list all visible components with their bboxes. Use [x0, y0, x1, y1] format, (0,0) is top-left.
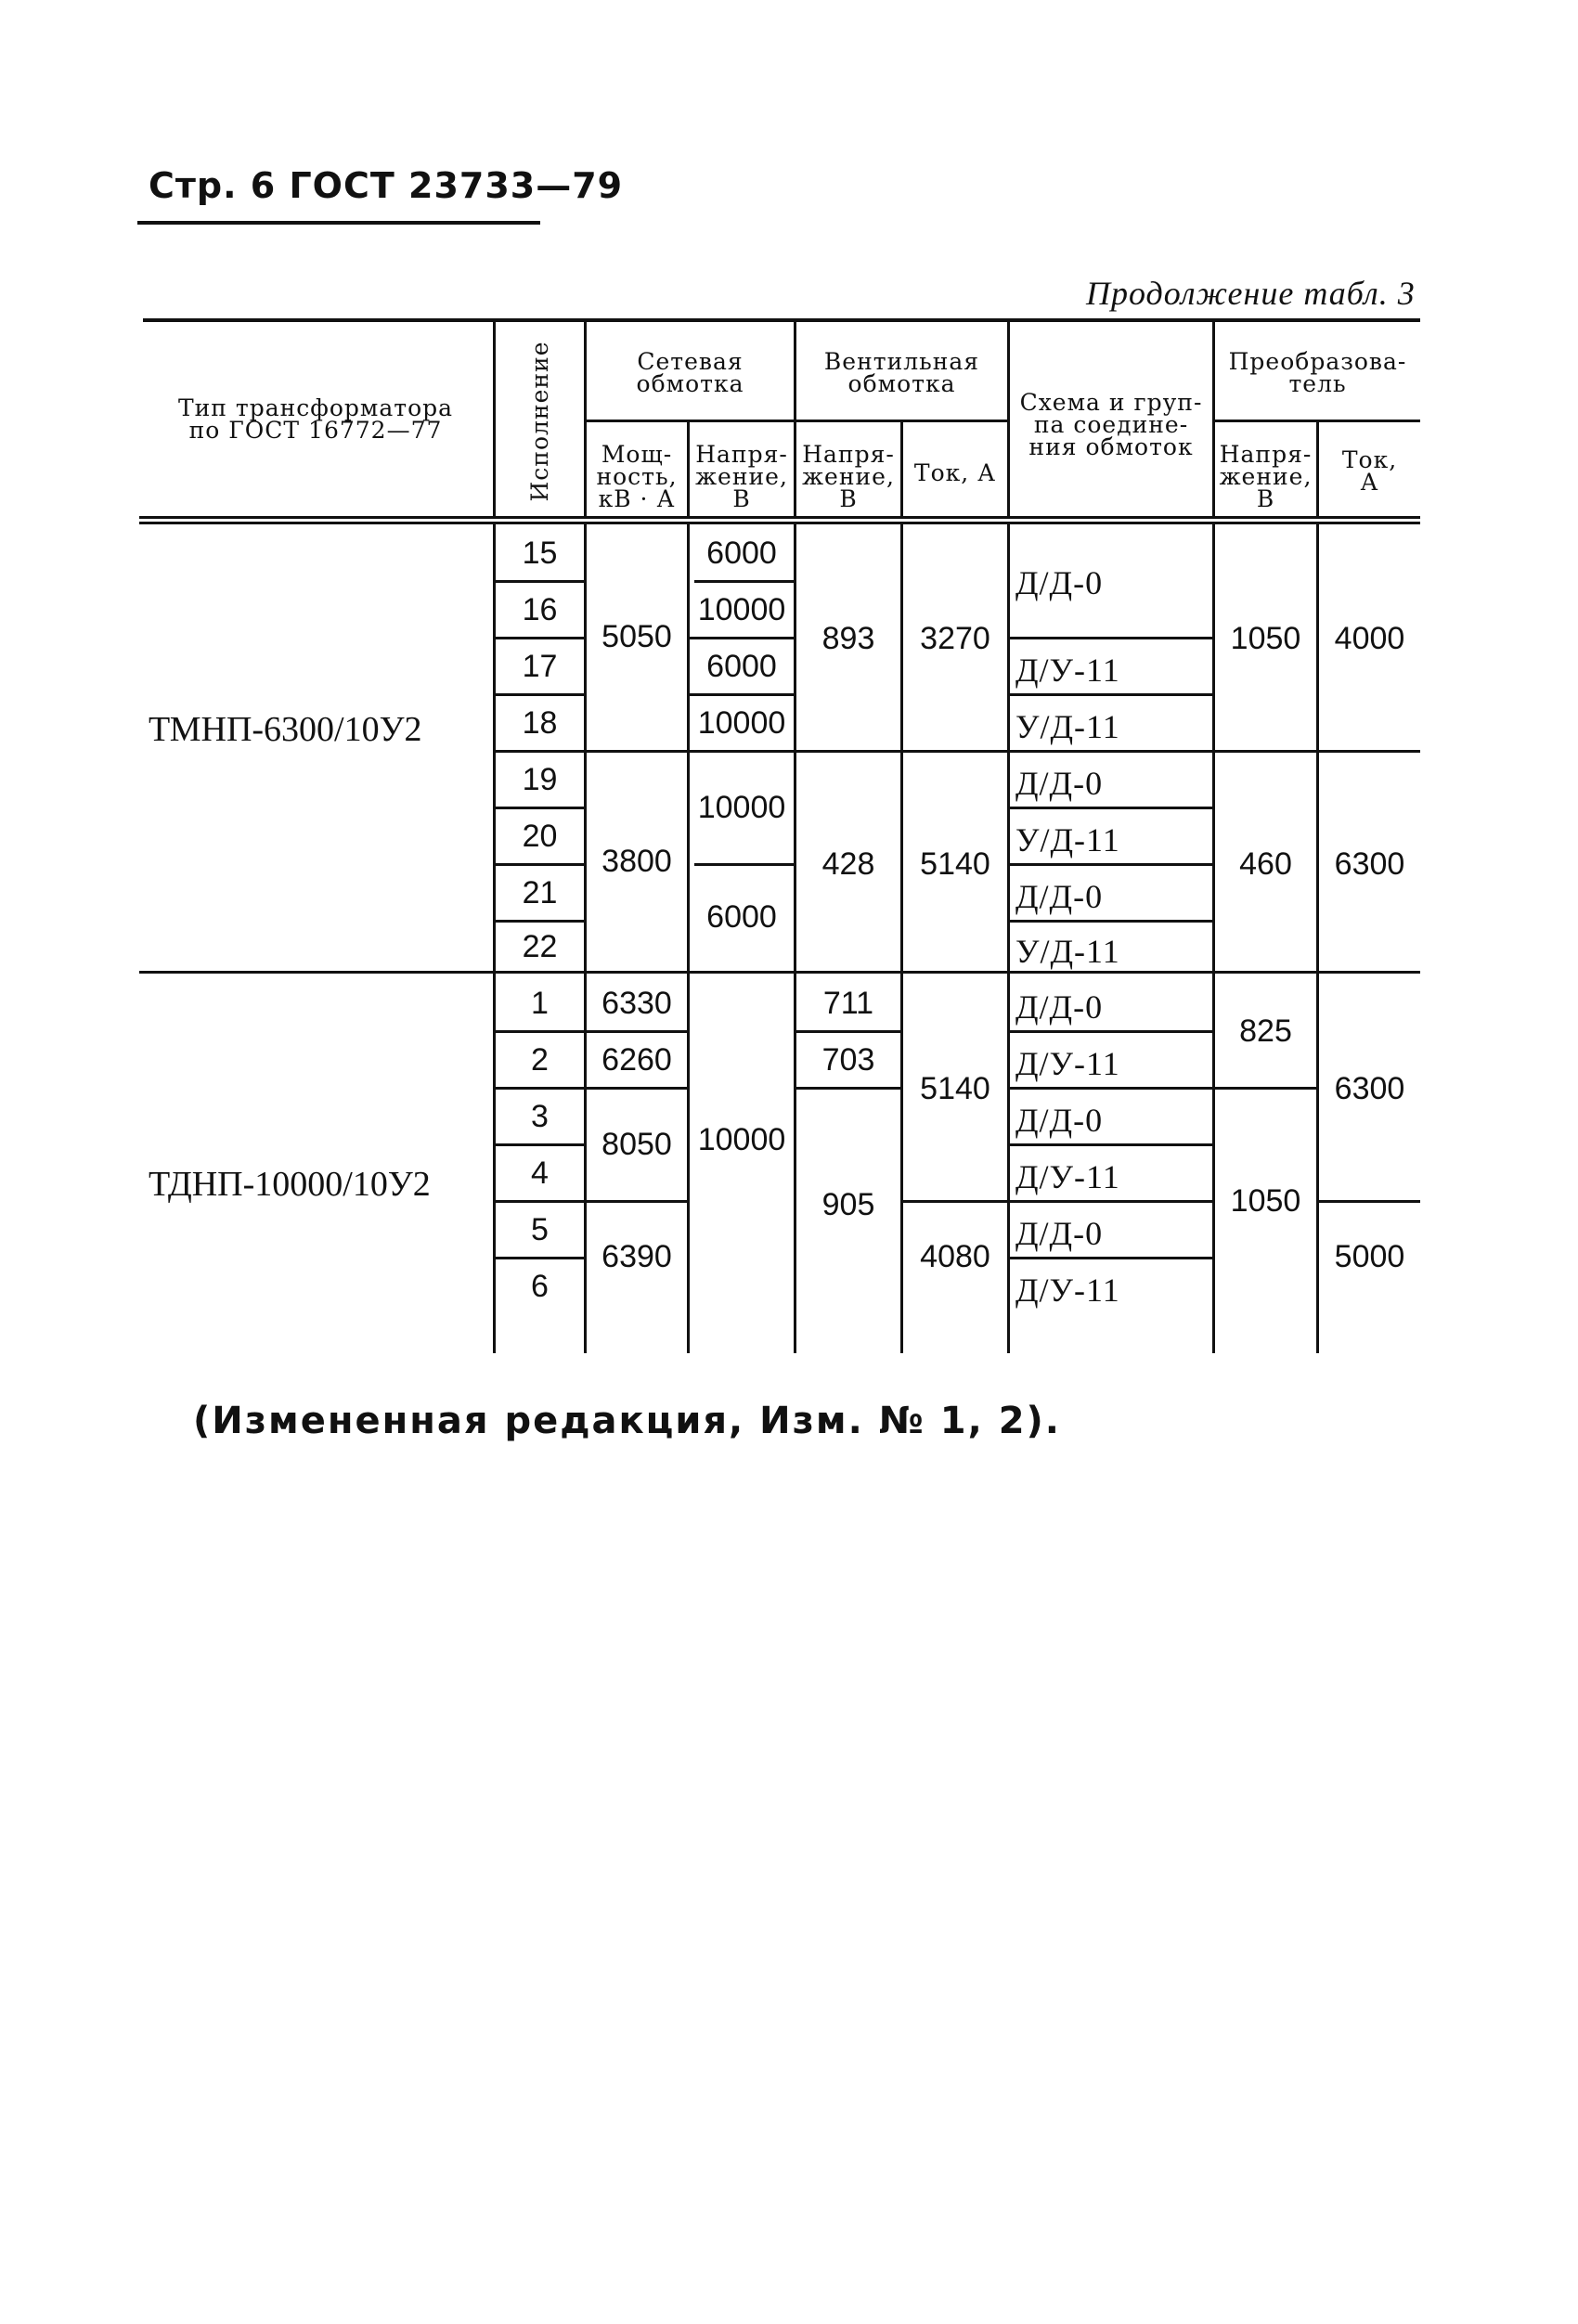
power-cell: 5050 [601, 619, 672, 654]
vline-head [493, 322, 496, 519]
col-header-line: обмотка [847, 370, 956, 397]
valve-voltage-cell: 905 [821, 1187, 875, 1222]
hline-power [587, 1200, 687, 1203]
hline-scheme [1010, 1087, 1212, 1090]
conv-current-cell: 4000 [1334, 621, 1405, 656]
col-header-line: жение, [1219, 463, 1313, 490]
hline-valvei [903, 1200, 1007, 1203]
hline-valvev [796, 1030, 900, 1033]
hline-convv [1215, 750, 1316, 753]
col-header-line: па соедине- [1033, 411, 1189, 438]
hline-power [587, 1087, 687, 1090]
col-header-valve-voltage [796, 441, 900, 512]
conv-voltage-cell: 825 [1239, 1014, 1292, 1049]
hline-variant [496, 1257, 584, 1259]
valve-current-cell: 5140 [920, 846, 990, 882]
scheme-cell: У/Д-11 [1015, 821, 1120, 859]
hline-variant [496, 863, 584, 866]
col-header-converter-group [1215, 348, 1420, 397]
scheme-cell: Д/У-11 [1015, 1272, 1120, 1309]
col-header-line: В [732, 485, 751, 512]
col-header-net-voltage [690, 441, 794, 512]
scheme-cell: Д/Д-0 [1015, 988, 1104, 1026]
amendment-note: (Измененная редакция, Изм. № 1, 2). [193, 1400, 1061, 1442]
net-voltage-cell: 10000 [697, 592, 786, 627]
hline-variant [496, 1200, 584, 1203]
col-header-line: А [1360, 469, 1379, 496]
header-bottom-rule-2 [139, 522, 1420, 524]
hline-variant [496, 807, 584, 809]
variant-cell: 6 [531, 1269, 549, 1304]
col-header-variant-text: Исполнение [526, 341, 553, 502]
valve-voltage-cell: 703 [821, 1042, 875, 1078]
hline-scheme [1010, 863, 1212, 866]
col-header-line: Схема и груп- [1019, 389, 1203, 416]
scheme-cell: Д/У-11 [1015, 1158, 1120, 1195]
col-header-line: ность, [596, 463, 678, 490]
header-bottom-rule [139, 516, 1420, 519]
hline-netv [694, 863, 794, 866]
net-voltage-cell: 6000 [706, 649, 777, 684]
scheme-cell: У/Д-11 [1015, 708, 1120, 745]
net-voltage-cell: 6000 [706, 899, 777, 935]
col-header-type-line: Тип трансформатора [177, 394, 454, 421]
hline-variant [496, 1030, 584, 1033]
col-header-line: Напря- [695, 441, 788, 468]
vline-body [1007, 524, 1010, 1353]
hline-scheme [1010, 1030, 1212, 1033]
hline-valvei [903, 750, 1007, 753]
col-header-line: Напря- [802, 441, 895, 468]
power-cell: 6330 [601, 986, 672, 1021]
hline-valvev [796, 971, 900, 974]
col-header-network-group [587, 348, 794, 397]
col-header-variant [499, 332, 581, 510]
variant-cell: 19 [522, 762, 558, 797]
col-header-line: тель [1288, 370, 1347, 397]
col-header-conv-current [1319, 446, 1420, 496]
conv-current-cell: 6300 [1334, 1071, 1405, 1106]
hline-netv [690, 637, 794, 639]
hline-variant [496, 920, 584, 923]
hline-scheme [1010, 1143, 1212, 1146]
scheme-cell: У/Д-11 [1015, 933, 1120, 970]
scheme-cell: Д/Д-0 [1015, 564, 1104, 601]
hline-scheme [1010, 1200, 1212, 1203]
conv-voltage-cell: 1050 [1230, 1183, 1301, 1219]
net-voltage-cell: 10000 [697, 1122, 786, 1157]
valve-voltage-cell: 893 [821, 621, 875, 656]
group-separator [139, 971, 494, 974]
hline-scheme [1010, 807, 1212, 809]
variant-cell: 20 [522, 819, 558, 854]
hline-variant [496, 637, 584, 639]
variant-cell: 21 [522, 875, 558, 910]
hline-convv [1215, 971, 1316, 974]
col-header-type [149, 394, 483, 444]
hline-scheme [1010, 1257, 1212, 1259]
hline-variant [496, 1087, 584, 1090]
variant-cell: 18 [522, 705, 558, 741]
variant-cell: 16 [522, 592, 558, 627]
scheme-cell: Д/Д-0 [1015, 1102, 1104, 1139]
col-header-line: Ток, [1341, 446, 1398, 473]
hline-variant [496, 1143, 584, 1146]
col-header-line: Мощ- [601, 441, 673, 468]
table-continuation-caption: Продолжение табл. 3 [1086, 275, 1416, 312]
variant-cell: 22 [522, 929, 558, 964]
conv-voltage-cell: 1050 [1230, 621, 1301, 656]
valve-voltage-cell: 428 [821, 846, 875, 882]
col-header-power [587, 441, 687, 512]
hline-valvev [796, 1087, 900, 1090]
hline-netv [694, 580, 794, 583]
hline-scheme [1010, 920, 1212, 923]
hline-convi [1319, 750, 1420, 753]
header-rule [137, 221, 540, 225]
net-voltage-cell: 6000 [706, 536, 777, 571]
power-cell: 3800 [601, 844, 672, 879]
variant-cell: 5 [531, 1212, 549, 1247]
hline-head [796, 420, 1007, 422]
net-voltage-cell: 10000 [697, 705, 786, 741]
hline-scheme [1010, 637, 1212, 639]
conv-current-cell: 5000 [1334, 1239, 1405, 1274]
conv-voltage-cell: 460 [1239, 846, 1292, 882]
col-header-line: Сетевая [637, 348, 744, 375]
page-header: Стр. 6 ГОСТ 23733—79 [149, 165, 624, 206]
hline-convi [1319, 971, 1420, 974]
hline-scheme [1010, 750, 1212, 753]
hline-power [587, 750, 687, 753]
valve-current-cell: 5140 [920, 1071, 990, 1106]
power-cell: 6390 [601, 1239, 672, 1274]
hline-valvei [903, 971, 1007, 974]
scheme-cell: Д/У-11 [1015, 1045, 1120, 1082]
variant-cell: 2 [531, 1042, 549, 1078]
hline-variant [496, 971, 584, 974]
variant-cell: 15 [522, 536, 558, 571]
col-header-line: жение, [802, 463, 895, 490]
net-voltage-cell: 10000 [697, 790, 786, 825]
col-header-line: ния обмоток [1028, 433, 1194, 460]
col-header-scheme [1010, 389, 1212, 460]
vline-body [687, 524, 690, 1353]
variant-cell: 17 [522, 649, 558, 684]
hline-convv [1215, 1087, 1316, 1090]
hline-variant [496, 693, 584, 696]
hline-variant [496, 750, 584, 753]
hline-power [587, 971, 687, 974]
hline-convi [1319, 1200, 1420, 1203]
table-top-border [143, 318, 1420, 322]
power-cell: 6260 [601, 1042, 672, 1078]
col-header-type-line: по ГОСТ 16772—77 [188, 417, 443, 444]
power-cell: 8050 [601, 1127, 672, 1162]
valve-current-cell: 4080 [920, 1239, 990, 1274]
conv-current-cell: 6300 [1334, 846, 1405, 882]
col-header-line: Преобразова- [1228, 348, 1407, 375]
scheme-cell: Д/У-11 [1015, 652, 1120, 689]
col-header-line: жение, [695, 463, 788, 490]
col-header-valve-group [796, 348, 1007, 397]
scheme-cell: Д/Д-0 [1015, 878, 1104, 915]
hline-variant [496, 580, 584, 583]
col-header-line: Вентильная [823, 348, 980, 375]
valve-current-cell: 3270 [920, 621, 990, 656]
col-header-valve-current: Ток, А [913, 459, 997, 486]
col-header-line: В [839, 485, 858, 512]
hline-netv [690, 750, 794, 753]
valve-voltage-cell: 711 [822, 986, 874, 1021]
hline-valvev [796, 750, 900, 753]
col-header-conv-voltage [1215, 441, 1316, 512]
hline-power [587, 1030, 687, 1033]
variant-cell: 4 [531, 1156, 549, 1191]
variant-cell: 3 [531, 1099, 549, 1134]
col-header-line: кВ · А [598, 485, 676, 512]
col-header-line: В [1256, 485, 1275, 512]
hline-netv [690, 693, 794, 696]
transformer-type-2: ТДНП-10000/10У2 [149, 1165, 431, 1204]
hline-netv [690, 971, 794, 974]
hline-scheme [1010, 693, 1212, 696]
scheme-cell: Д/Д-0 [1015, 1215, 1104, 1252]
hline-head [1215, 420, 1420, 422]
col-header-line: обмотка [636, 370, 744, 397]
hline-scheme [1010, 971, 1212, 974]
variant-cell: 1 [531, 986, 549, 1021]
transformer-type-1: ТМНП-6300/10У2 [149, 710, 422, 749]
scheme-cell: Д/Д-0 [1015, 765, 1104, 802]
hline-head [587, 420, 794, 422]
col-header-line: Напря- [1219, 441, 1313, 468]
